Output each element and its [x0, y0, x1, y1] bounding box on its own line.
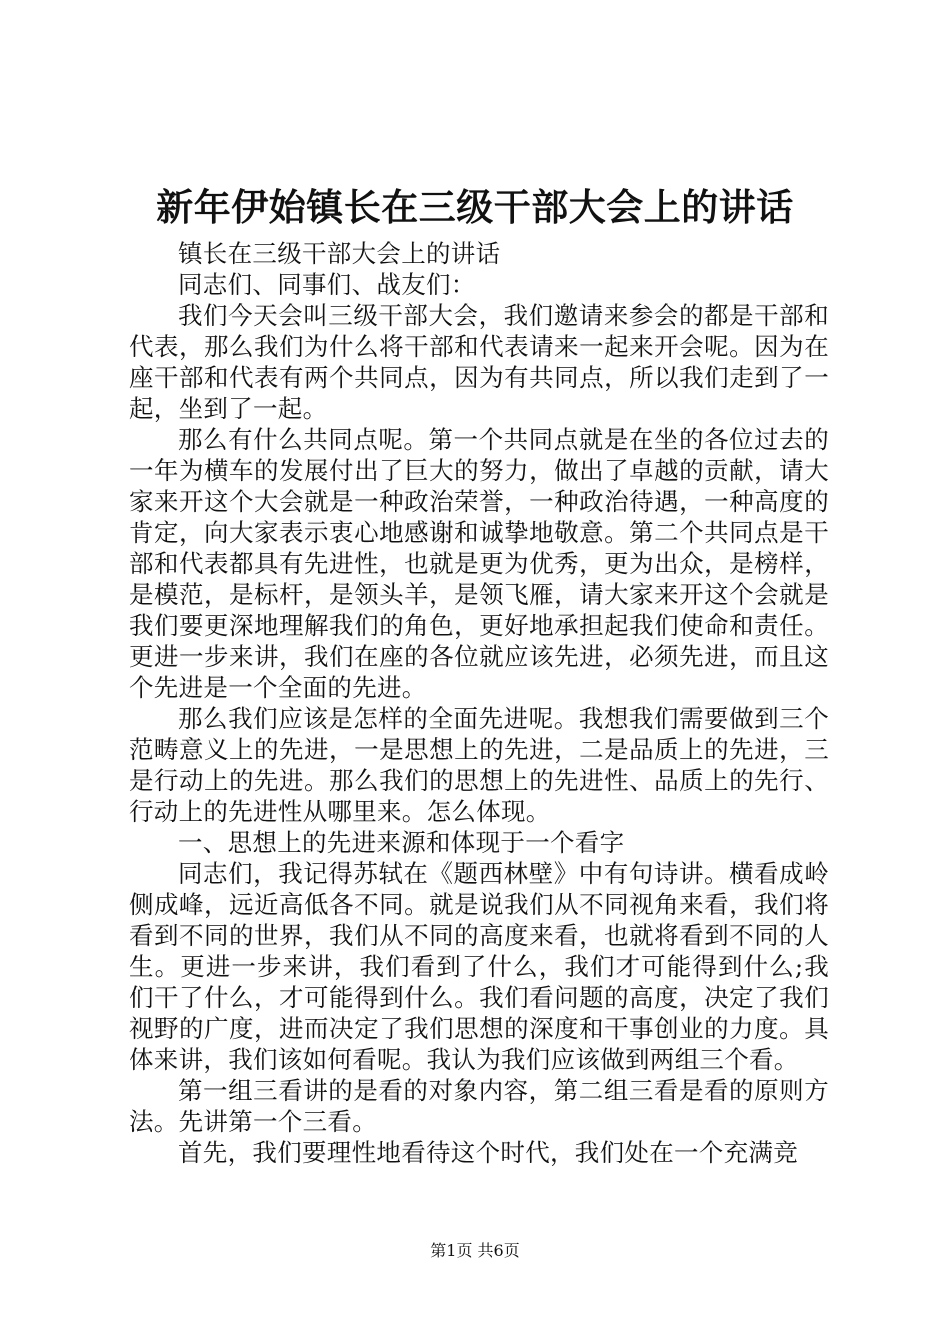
- page-footer: 第1页 共6页: [430, 1241, 520, 1260]
- paragraph-subtitle: 镇长在三级干部大会上的讲话: [178, 239, 501, 268]
- paragraph: 第一组三看讲的是看的对象内容，第二组三看是看的原则方法。先讲第一个三看。: [129, 1076, 829, 1136]
- paragraph: 那么我们应该是怎样的全面先进呢。我想我们需要做到三个范畴意义上的先进，一是思想上的先进，二是品质上的先进，三是行动上的先进。那么我们的思想上的先进性、品质上的先行、行动上的先进性从哪里来。怎么体现。: [129, 704, 829, 826]
- paragraph: 那么有什么共同点呢。第一个共同点就是在坐的各位过去的一年为横车的发展付出了巨大的努力，做出了卓越的贡献，请大家来开这个大会就是一种政治荣誉，一种政治待遇，一种高度的肯定，向大家表示衷心地感谢和诚挚地敬意。第二个共同点是干部和代表都具有先进性，也就是更为优秀，更为出众，是榜样，是模范，是标杆，是领头羊，是领飞雁，请大家来开这个会就是我们要更深地理解我们的角色，更好地承担起我们使命和责任。更进一步来讲，我们在座的各位就应该先进，必须先进，而且这个先进是一个全面的先进。: [129, 425, 829, 702]
- section-heading: 一、思想上的先进来源和体现于一个看字: [178, 828, 625, 857]
- paragraph: 同志们，我记得苏轼在《题西林壁》中有句诗讲。横看成岭侧成峰，远近高低各不同。就是说我们从不同视角来看，我们将看到不同的世界，我们从不同的高度来看，也就将看到不同的人生。更进一步来讲，我们看到了什么，我们才可能得到什么;我们干了什么，才可能得到什么。我们看问题的高度，决定了我们视野的广度，进而决定了我们思想的深度和干事创业的力度。具体来讲，我们该如何看呢。我认为我们应该做到两组三个看。: [129, 859, 829, 1074]
- paragraph-salutation: 同志们、同事们、战友们：: [178, 270, 476, 299]
- paragraph: 我们今天会叫三级干部大会，我们邀请来参会的都是干部和代表，那么我们为什么将干部和代表请来一起来开会呢。因为在座干部和代表有两个共同点，因为有共同点，所以我们走到了一起，坐到了一起。: [129, 301, 829, 423]
- document-title: 新年伊始镇长在三级干部大会上的讲话: [156, 186, 794, 229]
- document-body: [129, 238, 829, 1168]
- paragraph: 首先，我们要理性地看待这个时代，我们处在一个充满竞: [178, 1138, 798, 1167]
